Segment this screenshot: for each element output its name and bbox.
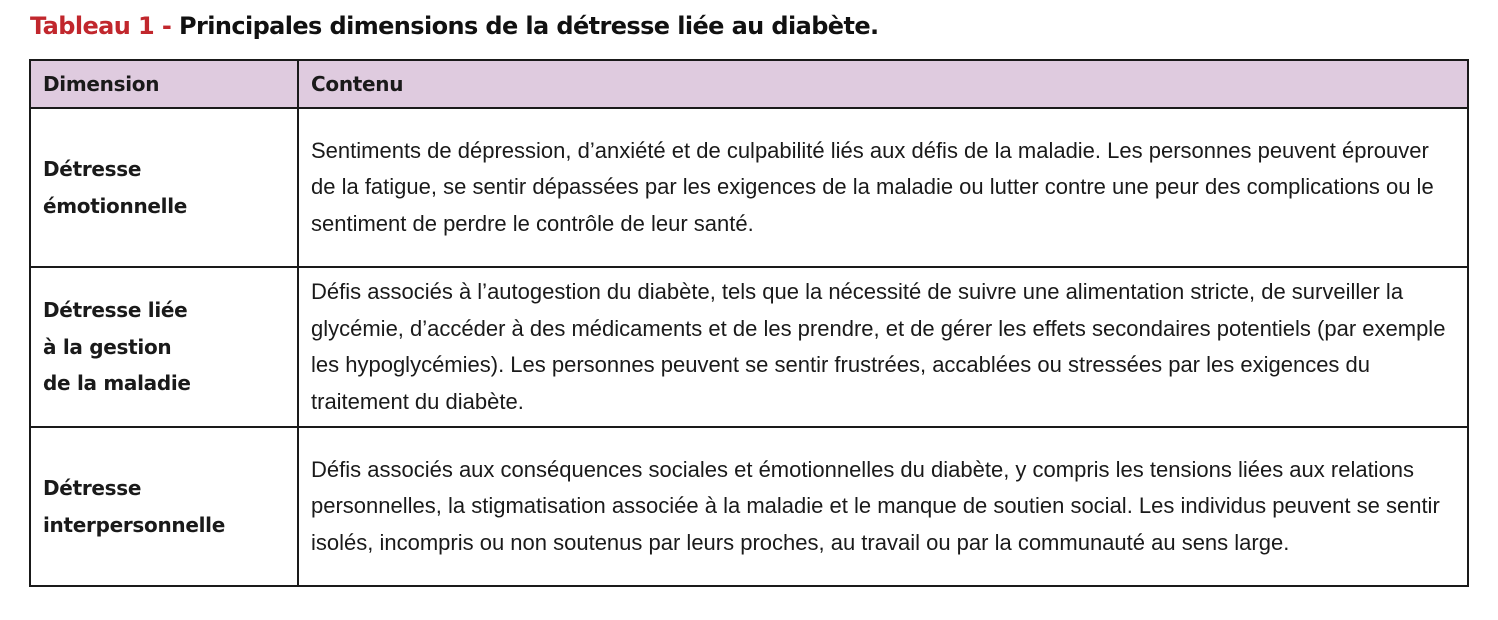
table-row xyxy=(30,108,1468,267)
table-header xyxy=(30,60,1468,108)
header-row xyxy=(30,60,1468,108)
table-caption xyxy=(30,12,879,40)
table-row xyxy=(30,427,1468,586)
table-row xyxy=(30,267,1468,427)
table-title: Principales dimensions de la détresse liée au diabète. xyxy=(171,12,879,40)
dimension-cell: Détresse interpersonnelle xyxy=(30,427,298,586)
dimension-cell: Détresse émotionnelle xyxy=(30,108,298,267)
dimensions-table xyxy=(29,59,1469,587)
header-dimension: Dimension xyxy=(30,60,298,108)
content-cell: Défis associés à l’autogestion du diabète, tels que la nécessité de suivre une alimentation stricte, de surveiller la glycémie, d’accéder à des médicaments et de les prendre, et de gérer les effets secondaires potentiels (par exemple les hypoglycémies). Les personnes peuvent se sentir frustrées, accablées ou stressées par les exigences du traitement du diabète. xyxy=(298,267,1468,427)
table-number-label: Tableau 1 - xyxy=(30,12,172,40)
table-body xyxy=(30,108,1468,586)
header-contenu: Contenu xyxy=(298,60,1468,108)
dimension-cell: Détresse liée à la gestion de la maladie xyxy=(30,267,298,427)
content-cell: Défis associés aux conséquences sociales et émotionnelles du diabète, y compris les tensions liées aux relations personnelles, la stigmatisation associée à la maladie et le manque de soutien social. Les individus peuvent se sentir isolés, incompris ou non soutenus par leurs proches, au travail ou par la communauté au sens large. xyxy=(298,427,1468,586)
content-cell: Sentiments de dépression, d’anxiété et de culpabilité liés aux défis de la maladie. Les personnes peuvent éprouver de la fatigue, se sentir dépassées par les exigences de la maladie ou lutter contre une peur des complications ou le sentiment de perdre le contrôle de leur santé. xyxy=(298,108,1468,267)
